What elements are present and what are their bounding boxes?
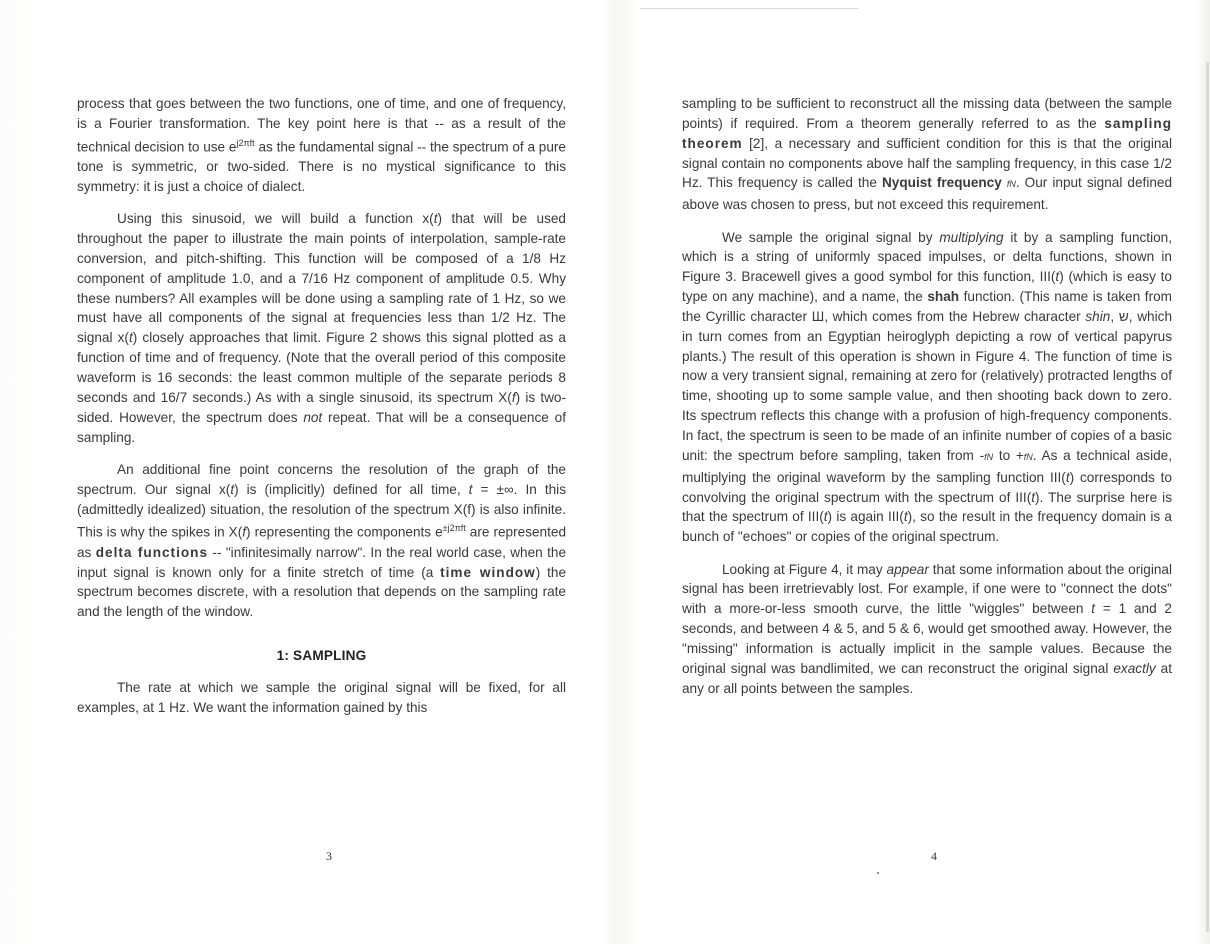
paragraph: Using this sinusoid, we will build a function x(t) that will be used throughout the paper to illustrate the main points of interpolation, sample-rate conversion, and pitch-shifting. This function will be composed of a 1/8 Hz component of amplitude 1.0, and a 7/16 Hz component of amplitude 0.5. Why these numbers? All examples will be done using a sampling rate of 1 Hz, so we must have all components of the signal at frequencies less than 1/2 Hz. The signal x(t) closely approaches that limit. Figure 2 shows this signal plotted as a function of time and of frequency. (Note that the overall period of this composite waveform is 16 seconds: the least common multiple of the separate periods 8 seconds and 16/7 seconds.) As with a single sinusoid, its spectrum X(f) is two-sided. However, the spectrum does not repeat. That will be a consequence of sampling. [77, 211, 566, 445]
section-heading: 1: SAMPLING [276, 648, 367, 664]
term-sampling-theorem: sampling theorem [682, 115, 1172, 151]
paragraph: process that goes between the two functions, one of time, and one of frequency, is a Fourier transformation. The key point here is that -- as a result of the technical decision to use $e^{j2\pi ft}$ as the fundamental signal -- the spectrum of a pure tone is symmetric, or two-sided. There is no mystical significance to this symmetry: it is just a choice of dialect. [77, 96, 566, 194]
paragraph: We sample the original signal by multiplying it by a sampling function, which is a string of uniformly spaced impulses, or delta functions, shown in Figure 3. Bracewell gives a good symbol for this function, III(t) (which is easy to type on any machine), and a name, the shah function. (This name is taken from the Cyrillic character Ш, which comes from the Hebrew character shin, ש, which in turn comes from an Egyptian heiroglyph depicting a row of vertical papyrus plants.) The result of this operation is shown in Figure 4. The function of time is now a very transient signal, remaining at zero for (relatively) protracted lengths of time, shooting up to some sample value, and then shooting back down to zero. Its spectrum reflects this change with a profusion of high-frequency components. In fact, the spectrum is seen to be made of an infinite number of copies of a basic unit: the spectrum before sampling, taken from -fN to +fN. As a technical aside, multiplying the original waveform by the sampling function III(t) corresponds to convolving the original spectrum with the spectrum of III(t). The surprise here is that the spectrum of III(t) is again III(t), so the result in the frequency domain is a bunch of "echoes" or copies of the original spectrum. [682, 229, 1172, 545]
page-edge-top [640, 8, 858, 9]
paragraph: sampling to be sufficient to reconstruct all the missing data (between the sample points) if required. From a theorem generally referred to as the sampling theorem [2], a necessary and sufficient condition for this is that the original signal contain no components above half the sampling frequency, in this case 1/2 Hz. This frequency is called the Nyquist frequency fN. Our input signal defined above was chosen to press, but not exceed this requirement. [682, 96, 1173, 213]
paragraph: Looking at Figure 4, it may appear that some information about the original signal has been irretrievably lost. For example, if one were to "connect the dots" with a more-or-less smooth curve, the little "wiggles" between t = 1 and 2 seconds, and between 4 & 5, and 5 & 6, would get smoothed away. However, the "missing" information is actually implicit in the sample values. Because the original signal was bandlimited, we can reconstruct the original signal exactly at any or all points between the samples. [682, 561, 1172, 696]
paragraph: The rate at which we sample the original signal will be fixed, for all examples, at 1 Hz. We want the information gained by this [77, 680, 566, 715]
page-edge-right [1206, 62, 1209, 932]
speck [877, 872, 879, 874]
term-nyquist-frequency: Nyquist frequency [881, 175, 1002, 191]
page-number: 3 [326, 849, 332, 863]
right-page [682, 94, 1172, 711]
superscript: j2πft [236, 137, 255, 148]
left-page [77, 94, 566, 730]
paragraph: An additional fine point concerns the resolution of the graph of the spectrum. Our signal x(t) is (implicitly) defined for all time, t = ±∞. In this (admittedly idealized) situation, the resolution of the spectrum X(f) is also infinite. This is why the spikes in X(f) representing the components $e^{\pm j2\pi ft}$ are represented as delta functions -- "infinitesimally narrow". In the real world case, when the input signal is known only for a finite stretch of time (a time window) the spectrum becomes discrete, with a resolution that depends on the sampling rate and the length of the window. [77, 461, 567, 620]
term-shah: shah [927, 289, 960, 305]
term-time-window: time window [440, 564, 536, 580]
superscript: ±j2πft [442, 523, 466, 534]
term-delta-functions: delta functions [95, 544, 209, 560]
page-number: 4 [931, 849, 937, 863]
